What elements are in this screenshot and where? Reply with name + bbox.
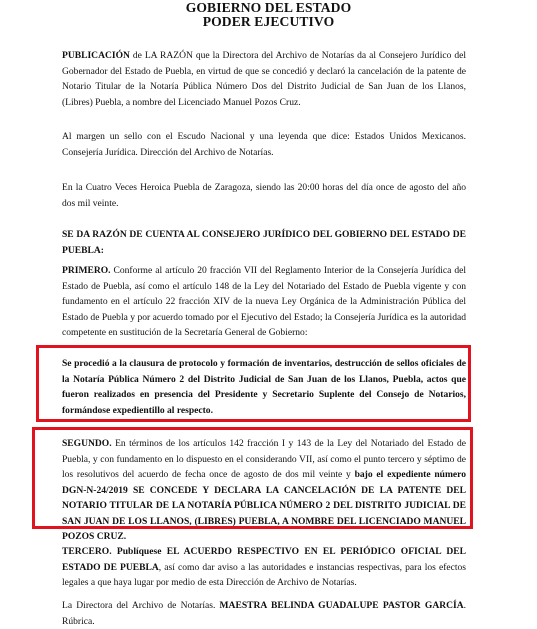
tercero-text: , así como dar aviso a las autoridades e instancias respectivas, para los efectos legales a que haya lugar por medio de esta Dirección de Archivo de Notarías. xyxy=(62,561,467,588)
publicacion-text: de LA RAZÓN que la Directora del Archivo de Notarías da al Consejero Jurídico del Gobernador del Estado de Puebla, en virtud de que se concedió y declaró la cancelación de la patente de Notario Titular de la Notaría Pública Número Dos del Distrito Judicial de San Juan de los Llanos, (Libres) Puebla, a nombre del Licenciado Manuel Pozos Cruz. xyxy=(62,50,466,108)
firma-paragraph xyxy=(62,598,466,629)
clausura-paragraph xyxy=(62,356,466,418)
firma-suffix: . Rúbrica. xyxy=(62,600,466,627)
primero-paragraph xyxy=(62,263,466,341)
primero-text: Conforme al artículo 20 fracción VII del Reglamento Interior de la Consejería Jurídica del Estado de Puebla, así como el artículo 148 de la Ley del Notariado del Estado de Puebla vigente y con fundamento en el artículo 22 fracción XIV de la nueva Ley Orgánica de la Administración Pública del Estado de Puebla y por acuerdo tomado por el Ejecutivo del Estado; la Consejería Jurídica es la autoridad competente en sustitución de la Secretaría General de Gobierno: xyxy=(62,265,466,338)
firma-name: MAESTRA BELINDA GUADALUPE PASTOR GARCÍA xyxy=(219,600,464,611)
tercero-paragraph xyxy=(62,544,466,591)
segundo-bold-text: bajo el expediente número DGN-N-24/2019 SE CONCEDE Y DECLARA LA CANCELACIÓN DE LA PATENTE DEL NOTARIO TITULAR DE LA NOTARÍA PÚBLICA NÚMERO 2 DEL DISTRITO JUDICIAL DE SAN JUAN DE LOS LLANOS, (LIBRES) PUEBLA, A NOMBRE DEL LICENCIADO MANUEL POZOS CRUZ. xyxy=(62,469,466,542)
segundo-label: SEGUNDO. xyxy=(62,438,112,449)
primero-label: PRIMERO. xyxy=(62,265,111,276)
ciudad-paragraph: En la Cuatro Veces Heroica Puebla de Zaragoza, siendo las 20:00 horas del día once de agosto del año dos mil veinte. xyxy=(62,182,466,209)
segundo-paragraph xyxy=(62,436,466,545)
firma-text: La Directora del Archivo de Notarías. xyxy=(62,600,220,611)
tercero-label: TERCERO. Publíquese EL ACUERDO RESPECTIVO EN EL PERIÓDICO OFICIAL DEL ESTADO DE PUEBLA xyxy=(62,546,466,573)
publicacion-label: PUBLICACIÓN xyxy=(62,50,130,61)
publicacion-paragraph xyxy=(62,48,466,110)
segundo-text: En términos de los artículos 142 fracción I y 143 de la Ley del Notariado del Estado de Puebla, y con fundamento en lo dispuesto en el considerando VII, así como el punto tercero y séptimo de los resolutivos del acuerdo de fecha once de agosto de dos mil veinte y xyxy=(62,438,466,480)
clausura-text: Se procedió a la clausura de protocolo y formación de inventarios, destrucción de sellos oficiales de la Notaría Pública Número 2 del Distrito Judicial de San Juan de los Llanos, Puebla, actos que fueron realizados en presencia del Presidente y Secretario Suplente del Consejo de Notarios, formándose expedientillo al respecto. xyxy=(62,358,466,416)
document-title-line1: GOBIERNO DEL ESTADO xyxy=(185,0,352,15)
document-title-line2: PODER EJECUTIVO xyxy=(202,14,335,29)
razon-heading: SE DA RAZÓN DE CUENTA AL CONSEJERO JURÍDICO DEL GOBIERNO DEL ESTADO DE PUEBLA: xyxy=(62,229,466,256)
margen-paragraph: Al margen un sello con el Escudo Nacional y una leyenda que dice: Estados Unidos Mexicanos. Consejería Jurídica. Dirección del Archivo de Notarías. xyxy=(62,131,466,158)
